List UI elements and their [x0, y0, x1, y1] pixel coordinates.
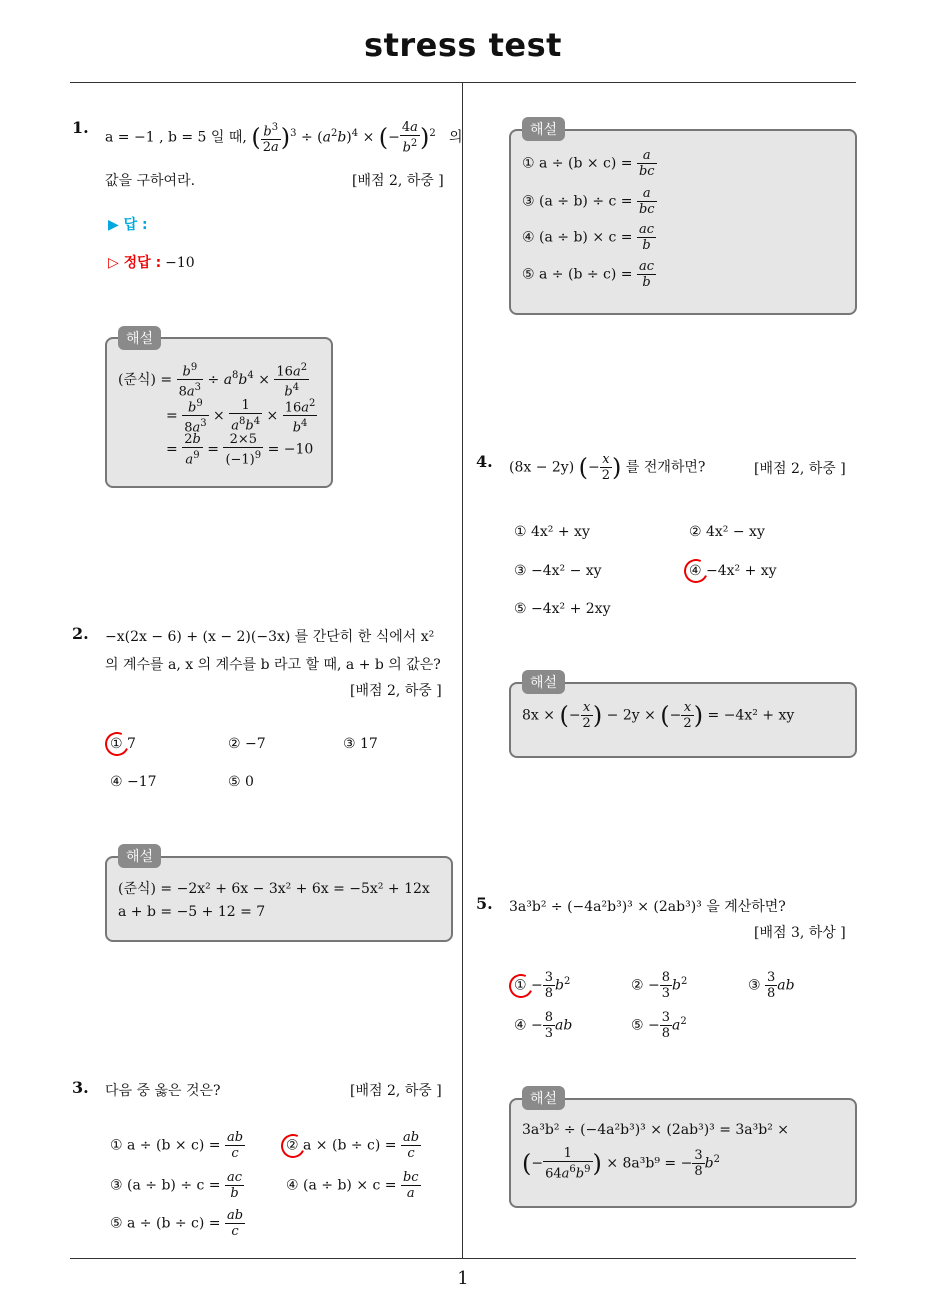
- q1-explanation-tag: 해설: [118, 326, 161, 350]
- q2-solution-line1: (준식) = −2x² + 6x − 3x² + 6x = −5x² + 12x: [118, 881, 430, 897]
- q1-statement: a = −1 , b = 5 일 때, ( $\frac{b^3}{2a}$ )$^3 \div (a^2b)^4$ × (− $\frac{4a}{b^2}$ )$^2$ 의: [105, 120, 463, 156]
- q2-solution-line2: a + b = −5 + 12 = 7: [118, 904, 266, 920]
- q5-number: 5.: [476, 894, 493, 913]
- top-rule: [70, 82, 856, 83]
- q1-solution-line3: = $\frac{2b}{a^9}$ = $\frac{2\times 5}{(-1)^9}$ = −10: [166, 432, 314, 468]
- q2-option-4[interactable]: ④ −17: [110, 774, 157, 790]
- column-divider: [462, 83, 463, 1258]
- doc-title: stress test: [364, 26, 562, 64]
- q2-statement-line1: −x(2x − 6) + (x − 2)(−3x) 를 간단히 한 식에서 x²: [105, 629, 435, 645]
- q4-explanation-tag: 해설: [522, 670, 565, 694]
- q1-statement-line2: 값을 구하여라.: [105, 173, 196, 189]
- q4-number: 4.: [476, 452, 493, 471]
- q5-option-3[interactable]: ③ $\frac{3}{8}$ ab: [748, 970, 795, 1001]
- q2-number: 2.: [72, 624, 89, 643]
- q3-solution-3: ③ (a ÷ b) ÷ c = $\frac{a}{bc}$: [522, 186, 655, 217]
- q3-points: [배점 2, 하중 ]: [350, 1083, 442, 1099]
- q3-solution-5: ⑤ a ÷ (b ÷ c) = $\frac{ac}{b}$: [522, 259, 655, 290]
- q4-option-4[interactable]: ④ −4x² + xy: [689, 563, 777, 579]
- q2-option-5[interactable]: ⑤ 0: [228, 774, 254, 790]
- q4-option-3[interactable]: ③ −4x² − xy: [514, 563, 602, 579]
- q1-solution-line1: (준식) = $\frac{b^9}{8a^3}$ ÷ $a^8b^4$ × $\frac{16a^2}{b^4}$: [118, 362, 308, 400]
- q3-number: 3.: [72, 1078, 89, 1097]
- q2-explanation-box: [105, 856, 453, 942]
- q3-option-3[interactable]: ③ (a ÷ b) ÷ c = $\frac{ac}{b}$: [110, 1170, 243, 1201]
- q5-solution-line2: (− $\frac{1}{64a^6b^9}$ ) × 8a³b⁹ = − $\frac{3}{8}$ $b^2$: [522, 1146, 720, 1182]
- q2-option-2[interactable]: ② −7: [228, 736, 266, 752]
- q3-option-1[interactable]: ① a ÷ (b × c) = $\frac{ab}{c}$: [110, 1130, 244, 1161]
- q2-option-1[interactable]: ① 7: [110, 736, 136, 752]
- bottom-rule: [70, 1258, 856, 1259]
- q2-points: [배점 2, 하중 ]: [350, 683, 442, 699]
- q5-option-5[interactable]: ⑤ − $\frac{3}{8}$ $a^2$: [631, 1010, 687, 1041]
- q3-option-4[interactable]: ④ (a ÷ b) × c = $\frac{bc}{a}$: [286, 1170, 419, 1201]
- q1-answer-label: ▶ 답 :: [108, 217, 148, 233]
- q3-option-2[interactable]: ② a × (b ÷ c) = $\frac{ab}{c}$: [286, 1130, 420, 1161]
- q2-statement-line2: 의 계수를 a, x 의 계수를 b 라고 할 때, a + b 의 값은?: [105, 657, 441, 673]
- q5-explanation-tag: 해설: [522, 1086, 565, 1110]
- q1-points: [배점 2, 하중 ]: [352, 173, 444, 189]
- q4-selected-mark: [681, 556, 712, 587]
- q4-option-1[interactable]: ① 4x² + xy: [514, 524, 590, 540]
- q5-points: [배점 3, 하상 ]: [754, 925, 846, 941]
- q4-solution: 8x × (− $\frac{x}{2}$ ) − 2y × (− $\frac{x}{2}$ ) = −4x² + xy: [522, 700, 795, 731]
- q4-points: [배점 2, 하중 ]: [754, 461, 846, 477]
- q3-statement: 다음 중 옳은 것은?: [105, 1083, 221, 1099]
- q1-solution-line2: = $\frac{b^9}{8a^3}$ × $\frac{1}{a^8b^4}$ × $\frac{16a^2}{b^4}$: [166, 398, 316, 436]
- q1-number: 1.: [72, 118, 89, 137]
- q4-statement: (8x − 2y) (− $\frac{x}{2}$ ) 를 전개하면?: [509, 452, 706, 483]
- q3-explanation-tag: 해설: [522, 117, 565, 141]
- q4-option-5[interactable]: ⑤ −4x² + 2xy: [514, 601, 611, 617]
- q1-correct-answer: ▷ 정답 : −10: [108, 255, 195, 271]
- q2-option-3[interactable]: ③ 17: [343, 736, 378, 752]
- q5-option-2[interactable]: ② − $\frac{8}{3}$ $b^2$: [631, 970, 688, 1001]
- q5-statement: 3a³b² ÷ (−4a²b³)³ × (2ab³)³ 을 계산하면?: [509, 899, 786, 915]
- q4-option-2[interactable]: ② 4x² − xy: [689, 524, 765, 540]
- q2-selected-mark: [102, 729, 133, 760]
- q2-explanation-tag: 해설: [118, 844, 161, 868]
- q3-option-5[interactable]: ⑤ a ÷ (b ÷ c) = $\frac{ab}{c}$: [110, 1208, 244, 1239]
- q5-option-1[interactable]: ① − $\frac{3}{8}$ $b^2$: [514, 970, 571, 1001]
- q5-solution-line1: 3a³b² ÷ (−4a²b³)³ × (2ab³)³ = 3a³b² ×: [522, 1122, 790, 1138]
- page-number: 1: [457, 1268, 469, 1289]
- q5-option-4[interactable]: ④ − $\frac{8}{3}$ ab: [514, 1010, 573, 1041]
- q3-solution-1: ① a ÷ (b × c) = $\frac{a}{bc}$: [522, 148, 655, 179]
- q3-solution-4: ④ (a ÷ b) × c = $\frac{ac}{b}$: [522, 222, 655, 253]
